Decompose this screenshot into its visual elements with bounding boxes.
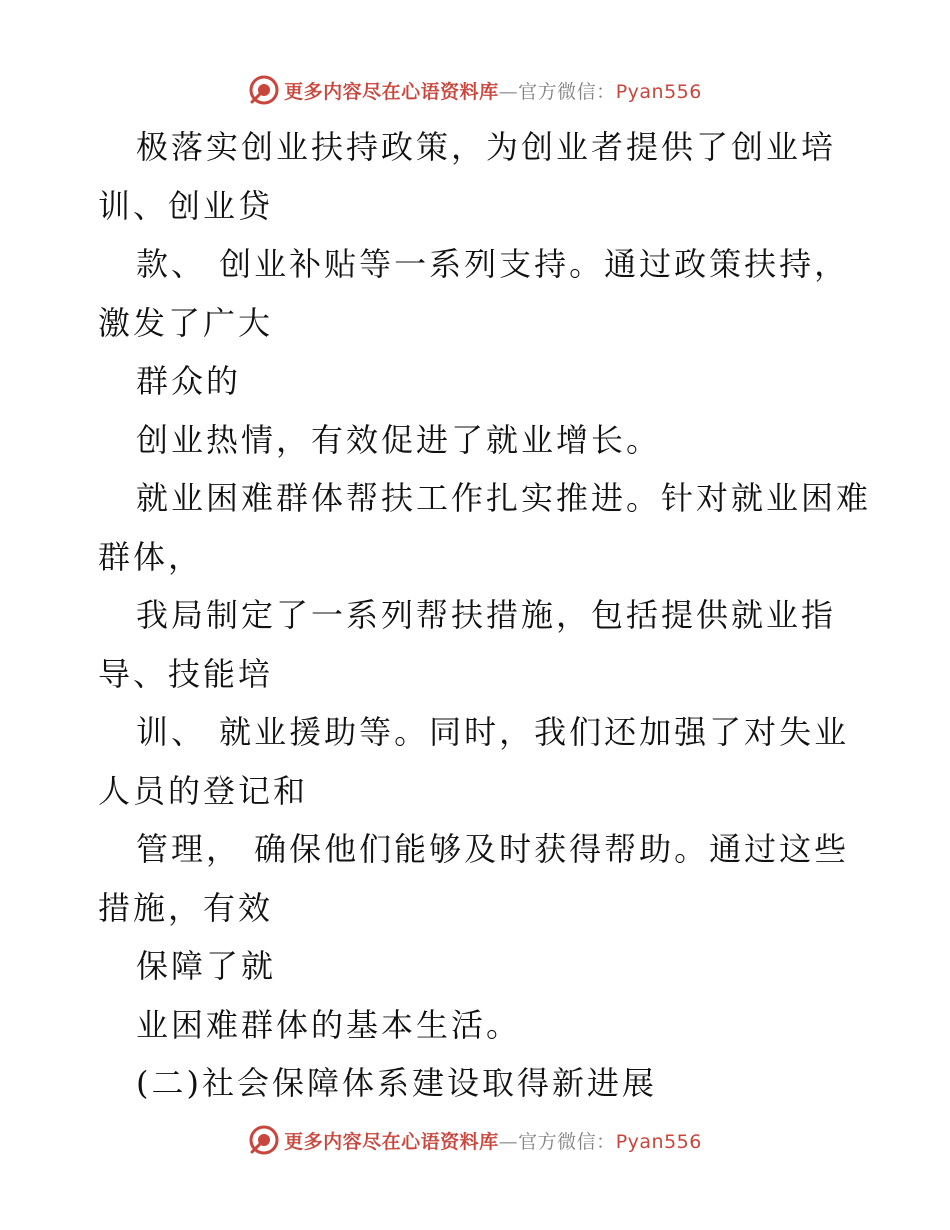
- body-text-line: 创业热情，有效促进了就业增长。: [136, 420, 662, 459]
- body-text-line: 训、 就业援助等。同时，我们还加强了对失业: [136, 713, 850, 751]
- body-text-line: (二)社会保障体系建设取得新进展: [136, 1064, 657, 1102]
- body-text-line: 保障了就: [136, 947, 277, 985]
- header-watermark: [0, 70, 950, 110]
- watermark-main: 更多内容尽在心语资料库: [284, 1130, 499, 1153]
- pen-logo-icon: [248, 74, 280, 106]
- watermark-label: 官方微信：: [518, 80, 616, 103]
- body-text-line: 群体，: [98, 537, 204, 576]
- document-body: [98, 118, 878, 1113]
- watermark-text: [284, 77, 702, 104]
- body-text-line: 措施，有效: [98, 888, 274, 927]
- watermark-id: Pyan556: [615, 80, 702, 103]
- body-text-line: 业困难群体的基本生活。: [136, 1005, 522, 1044]
- body-text-line: 群众的: [136, 362, 242, 400]
- body-text-line: 款、 创业补贴等一系列支持。通过政策扶持，: [136, 245, 850, 283]
- pen-logo-icon: [248, 1124, 280, 1156]
- body-text-line: 极落实创业扶持政策，为创业者提供了创业培: [136, 128, 837, 166]
- watermark-dash: —: [498, 80, 519, 103]
- body-text-line: 导、技能培: [98, 654, 274, 693]
- watermark-main: 更多内容尽在心语资料库: [284, 80, 499, 103]
- watermark-id: Pyan556: [615, 1130, 702, 1153]
- body-text-line: 管理， 确保他们能够及时获得帮助。通过这些: [136, 830, 850, 868]
- body-text-line: 人员的登记和: [98, 771, 309, 810]
- body-text-line: 训、创业贷: [98, 186, 274, 225]
- watermark-dash: —: [498, 1130, 519, 1153]
- body-text-line: 激发了广大: [98, 303, 274, 342]
- watermark-label: 官方微信：: [518, 1130, 616, 1153]
- body-text-line: 我局制定了一系列帮扶措施，包括提供就业指: [136, 596, 837, 634]
- body-text-line: 就业困难群体帮扶工作扎实推进。针对就业困难: [136, 479, 872, 517]
- footer-watermark: [0, 1120, 950, 1160]
- watermark-text: [284, 1127, 702, 1154]
